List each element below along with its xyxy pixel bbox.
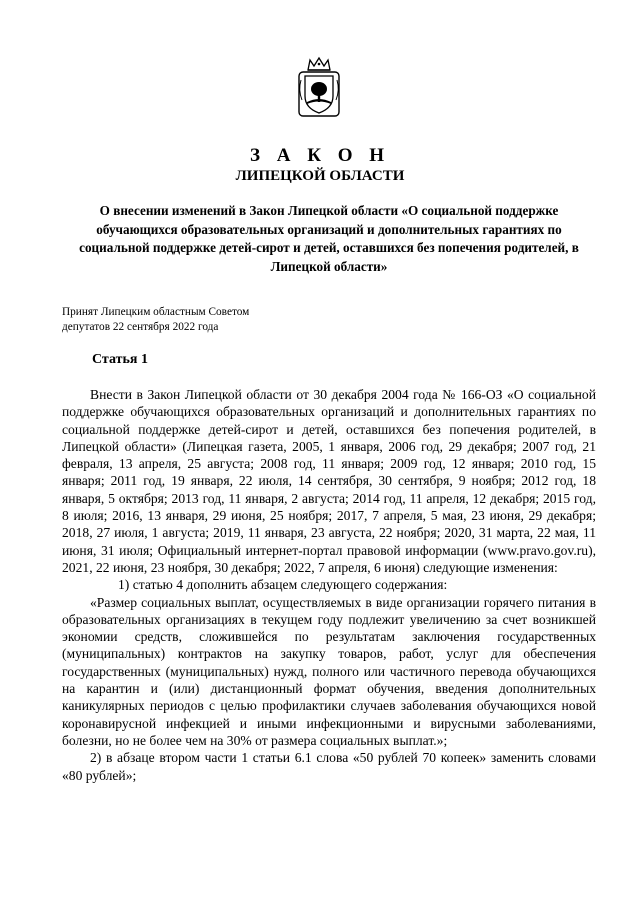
region-title: ЛИПЕЦКОЙ ОБЛАСТИ <box>235 168 405 184</box>
article-intro-paragraph: Внести в Закон Липецкой области от 30 декабря 2004 года № 166-ОЗ «О социальной поддержке обучающихся образовательных организаций и дополнительных гарантиях по социальной поддержке детей-сирот и детей, оставшихся без попечения родителей, в Липецкой области» (Липецкая газета, 2005, 1 января, 2006 год, 29 декабря; 2007 год, 21 февраля, 13 апреля, 25 августа; 2008 год, 11 января; 2009 год, 12 января; 2010 год, 15 января; 2011 год, 19 января, 22 июля, 14 сентября, 30 сентября, 9 ноября; 2012 год, 18 января, 5 октября; 2013 год, 11 января, 2 августа; 2014 год, 11 апреля, 12 декабря; 2015 год, 8 июля; 2016, 13 января, 29 июня, 25 ноября; 2017, 7 апреля, 5 мая, 23 июня, 29 декабря; 2018, 27 июля, 1 августа; 2019, 11 января, 23 августа, 22 ноября; 2020, 31 марта, 22 мая, 11 июня, 31 июля; Официальный интернет-портал правовой информации (www.pravo.gov.ru), 2021, 22 июня, 23 ноября, 30 декабря; 2022, 7 апреля, 6 июня) следующие изменения: <box>62 387 596 575</box>
item-1-text: «Размер социальных выплат, осуществляемых в виде организации горячего питания в образовательных организациях в текущем году подлежит увеличению за счет возникшей экономии средств, сложившейся по результатам заключения государственных (муниципальных) контрактов на закупку товаров, работ, услуг для обеспечения государственных (муниципальных) нужд, полного или частичного перевода обучающихся на карантин и (или) дистанционный формат обучения, введения дополнительных каникулярных периодов с целью профилактики случаев заболевания обучающихся новой коронавирусной инфекцией и иными инфекционными и вирусными заболеваниями, болезни, но не более чем на 30% от размера социальных выплат.»; <box>62 594 596 748</box>
coat-of-arms-icon <box>296 56 342 120</box>
item-1: 1) статью 4 дополнить абзацем следующего содержания: <box>118 577 448 593</box>
adoption-line-1: Принят Липецким областным Советом <box>62 306 250 318</box>
adoption-line-2: депутатов 22 сентября 2022 года <box>62 321 219 333</box>
item-2: 2) в абзаце втором части 1 статьи 6.1 слова «50 рублей 70 копеек» заменить словами «80 рублей»; <box>62 750 596 783</box>
adoption-info <box>62 305 249 335</box>
law-name: О внесении изменений в Закон Липецкой области «О социальной поддержке обучающихся образовательных организаций и дополнительных гарантиях по социальной поддержке детей-сирот и детей, оставшихся без попечения родителей, в Липецкой области» <box>79 203 579 274</box>
article-heading: Статья 1 <box>92 352 148 367</box>
document-title: З А К О Н <box>249 145 391 166</box>
article-body <box>62 386 596 784</box>
